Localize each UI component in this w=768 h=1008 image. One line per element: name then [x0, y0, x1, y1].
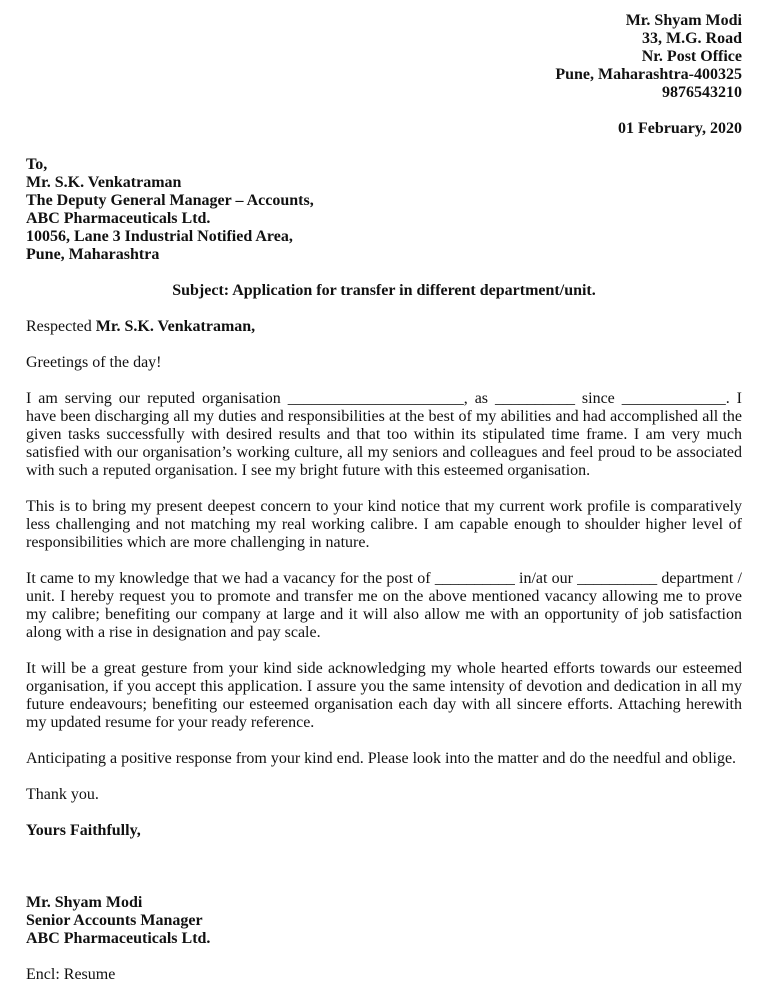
valediction: Yours Faithfully,	[26, 822, 141, 839]
greeting-line: Greetings of the day!	[26, 354, 162, 371]
subject-line: Subject: Application for transfer in different department/unit.	[172, 282, 596, 299]
recipient-title: The Deputy General Manager – Accounts,	[26, 192, 314, 209]
salutation	[26, 318, 742, 336]
signature-name: Mr. Shyam Modi	[26, 894, 143, 911]
sender-address-block	[26, 12, 742, 102]
signature-title: Senior Accounts Manager	[26, 912, 203, 929]
body-paragraph-1: I am serving our reputed organisation ______________________, as __________ since _____________. I have been discharging all my duties and responsibilities at the best of my abilities and had accomplished all the given tasks successfully with desired results and that too within its stipulated time frame. I am very much satisfied with our organisation’s working culture, all my seniors and colleagues and feel proud to be associated with such a reputed organisation. I see my bright future with this esteemed organisation.	[26, 390, 742, 479]
recipient-address-block	[26, 156, 742, 264]
sender-street: 33, M.G. Road	[642, 30, 742, 47]
signature-company: ABC Pharmaceuticals Ltd.	[26, 930, 211, 947]
sender-city: Pune, Maharashtra-400325	[555, 66, 742, 83]
thank-you-line: Thank you.	[26, 786, 99, 803]
signature-block	[26, 894, 742, 948]
sender-phone: 9876543210	[662, 84, 742, 101]
closing-request-line: Anticipating a positive response from your kind end. Please look into the matter and do the needful and oblige.	[26, 750, 737, 767]
body-paragraph-3: It came to my knowledge that we had a vacancy for the post of __________ in/at our __________ department / unit. I hereby request you to promote and transfer me on the above mentioned vacancy allowing me to prove my calibre; benefiting our company at large and it will also allow me with an opportunity of job satisfaction along with a rise in designation and pay scale.	[26, 570, 742, 641]
recipient-city: Pune, Maharashtra	[26, 246, 160, 263]
salutation-prefix: Respected	[26, 318, 96, 335]
enclosure-line: Encl: Resume	[26, 966, 116, 983]
recipient-company: ABC Pharmaceuticals Ltd.	[26, 210, 211, 227]
recipient-name: Mr. S.K. Venkatraman	[26, 174, 182, 191]
sender-landmark: Nr. Post Office	[641, 48, 742, 65]
recipient-to: To,	[26, 156, 48, 173]
letter-date: 01 February, 2020	[618, 120, 742, 137]
body-paragraph-2: This is to bring my present deepest concern to your kind notice that my current work profile is comparatively less challenging and not matching my real working calibre. I am capable enough to shoulder higher level of responsibilities which are more challenging in nature.	[26, 498, 742, 551]
sender-name: Mr. Shyam Modi	[625, 12, 742, 29]
recipient-street: 10056, Lane 3 Industrial Notified Area,	[26, 228, 293, 245]
salutation-name: Mr. S.K. Venkatraman,	[95, 318, 256, 335]
body-paragraph-4: It will be a great gesture from your kind side acknowledging my whole hearted efforts towards our esteemed organisation, if you accept this application. I assure you the same intensity of devotion and dedication in all my future endeavours; benefiting our esteemed organisation each day with all sincere efforts. Attaching herewith my updated resume for your ready reference.	[26, 660, 742, 731]
